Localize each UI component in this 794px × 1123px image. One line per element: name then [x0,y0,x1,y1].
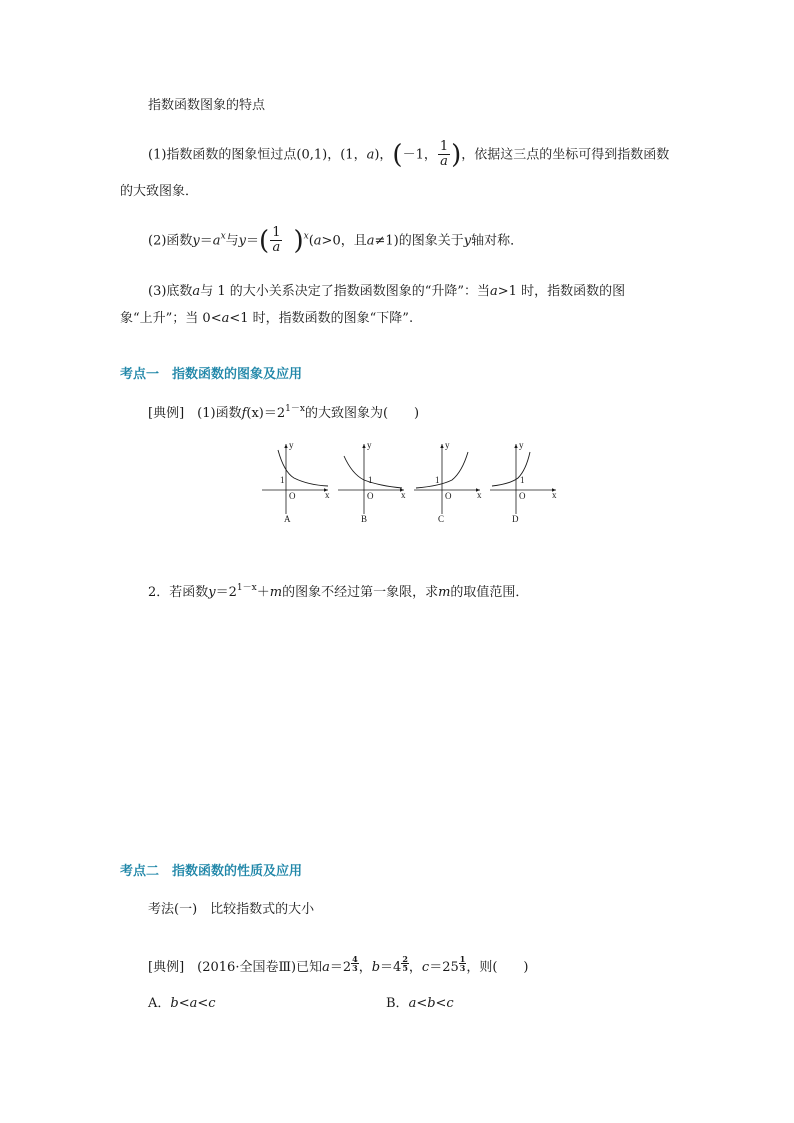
ex1-b: ＝2 [263,406,286,421]
graph-c[interactable] [414,440,482,524]
paragraph-3-line-2 [120,311,413,328]
graph-a-y-label: y [289,440,294,450]
left-paren: ( [392,139,403,170]
ex2-eq-b: ＝4 [380,960,402,975]
graph-b-one: 1 [368,475,373,485]
graph-c-label: C [438,514,445,524]
paragraph-2 [148,226,523,256]
method-1: 考法(一) 比较指数式的大小 [148,902,315,917]
graph-options [258,438,558,526]
graph-d-origin: O [519,491,526,501]
q2-b: ＝2 [215,585,237,600]
ex2-tail: ，则( ) [466,960,529,975]
ex2-eq-c: ＝25 [429,960,459,975]
graph-b-label: B [361,514,368,524]
choice-b-text: a<b<c [408,996,454,1011]
ex1-a: (1)函数 [197,406,242,421]
ex2-a-exponent: $\frac{4}{3}$ [352,954,358,973]
paragraph-3-line-1 [148,284,625,301]
p2-cond-end: ≠1)的图象关于 [374,233,464,249]
choice-a-label: A． [148,996,171,1011]
ex2-c: c [421,960,430,975]
graph-a-one: 1 [280,475,285,485]
graph-b-origin: O [367,491,374,501]
section-title: 指数函数图象的特点 [148,98,266,113]
p1-var-a: a [366,147,375,163]
p3-c: >1 时，指数函数的图 [497,284,626,299]
p2-axis: y [463,233,472,249]
p2-tail: 轴对称． [471,233,524,249]
p2-right-paren: ) [293,225,304,256]
question-2 [148,583,528,602]
p2-mid: 与 [225,233,239,249]
graph-a-x-label: x [325,490,330,500]
ex2-eq-a: ＝2 [329,960,352,975]
p2-fraction: $\frac{1}{a}$ [272,225,281,256]
graph-b[interactable] [338,440,406,524]
ex2-sep2: ， [408,960,422,975]
ex1-c: 的大致图象为( ) [304,406,420,421]
graph-d-y-label: y [519,440,524,450]
ex1-fn: f [241,406,247,421]
graph-a-origin: O [289,491,296,501]
example-2 [148,955,528,977]
p3-var-a2: a [490,284,498,299]
p2-eq: ＝ [199,233,213,249]
q2-m2: m [438,585,451,600]
p2-cond-open: ( [308,233,314,249]
ex2-tag: [典例] [148,960,185,975]
p3-d: 象“上升”；当 0< [120,311,222,326]
paragraph-1-line-1 [148,140,669,170]
q2-a: 2．若函数 [148,585,209,600]
p2-var-y: y [192,233,200,249]
graph-d-label: D [512,514,519,524]
graph-d-one: 1 [520,475,525,485]
p2-cond-var: a [313,233,322,249]
ex2-a: a [322,960,330,975]
p2-var-y2: y [238,233,247,249]
p2-left-paren: ( [259,225,270,256]
q2-d: 的图象不经过第一象限，求 [282,585,439,600]
p1-text-a: (1)指数函数的图象恒过点(0,1)，(1， [148,147,367,163]
ex1-tag: [典例] [148,406,185,421]
q2-exp: 1－x [236,583,257,593]
ex2-src: (2016·全国卷Ⅲ)已知 [197,960,323,975]
ex1-arg: (x) [246,406,264,421]
p2-exp-x: x [220,231,226,242]
fraction-1-over-a: $\frac{1}{a}$ [439,139,449,170]
p3-var-a: a [192,284,201,299]
ex2-c-exponent: $\frac{1}{3}$ [459,954,466,973]
p1-minus-one: －1， [402,147,437,163]
p2-eq2: ＝ [246,233,260,249]
p3-var-a3: a [221,311,230,326]
paragraph-1-line-2: 的大致图象． [120,184,199,199]
right-paren: ) [451,139,462,170]
p2-exp-x2: x [303,231,309,242]
p3-b: 与 1 的大小关系决定了指数函数图象的“升降”：当 [200,284,491,299]
graph-d-x-label: x [552,490,557,500]
p2-cond-var2: a [366,233,375,249]
ex2-b-exponent: $\frac{2}{5}$ [402,954,408,973]
choice-b-label: B． [386,996,409,1011]
q2-m: m [269,585,283,600]
graph-b-x-label: x [401,490,406,500]
graph-a-label: A [284,514,291,524]
p2-base-a: a [212,233,221,249]
p1-text-b: )， [374,147,393,163]
graph-c-x-label: x [477,490,482,500]
graph-c-one: 1 [435,475,440,485]
choice-a-text: b<a<c [170,996,216,1011]
kaodian-1-heading: 考点一 指数函数的图象及应用 [120,367,303,382]
ex1-exp: 1－x [285,404,305,414]
example-1 [148,404,419,423]
choice-b[interactable] [386,996,454,1013]
p2-text-a: (2)函数 [148,233,193,249]
graph-c-origin: O [445,491,452,501]
q2-e: 的取值范围． [450,585,529,600]
ex2-sep1: ， [358,960,372,975]
p2-cond-rest: >0，且 [321,233,367,249]
ex2-b: b [371,960,381,975]
p3-a: (3)底数 [148,284,193,299]
q2-y: y [208,585,216,600]
graph-a[interactable] [262,440,330,524]
q2-c: ＋ [256,585,270,600]
graph-d[interactable] [490,440,557,524]
p1-text-c: ，依据这三点的坐标可得到指数函数 [461,147,670,163]
kaodian-2-heading: 考点二 指数函数的性质及应用 [120,864,303,879]
graph-c-y-label: y [445,440,450,450]
choice-a[interactable] [148,996,216,1013]
graph-b-y-label: y [367,440,372,450]
p3-e: <1 时，指数函数的图象“下降”. [229,311,414,326]
